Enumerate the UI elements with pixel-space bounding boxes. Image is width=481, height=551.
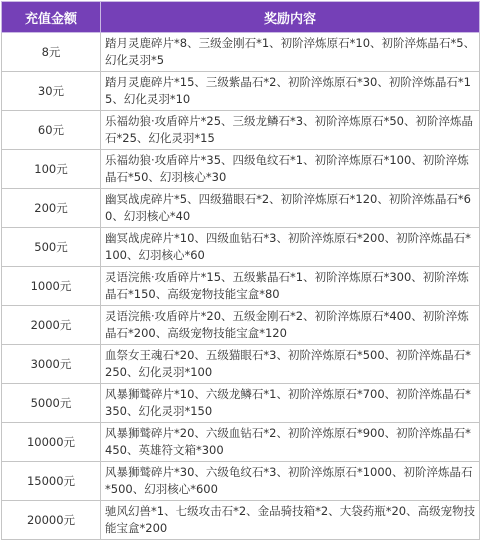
table-row <box>2 462 480 501</box>
row-amount: 200元 <box>2 189 101 228</box>
table-row <box>2 384 480 423</box>
row-content: 灵语浣熊·攻盾碎片*20、五级金刚石*2、初阶淬炼原石*400、初阶淬炼晶石*200、高级宠物技能宝盒*120 <box>101 306 480 345</box>
table-row <box>2 111 480 150</box>
table-row <box>2 267 480 306</box>
recharge-reward-table-container <box>0 1 481 551</box>
table-row <box>2 72 480 111</box>
row-content: 踏月灵鹿碎片*15、三级紫晶石*2、初阶淬炼原石*30、初阶淬炼晶石*15、幻化灵羽*10 <box>101 72 480 111</box>
table-row <box>2 306 480 345</box>
row-content: 乐福幼狼·攻盾碎片*35、四级龟纹石*1、初阶淬炼原石*100、初阶淬炼晶石*50、幻羽核心*30 <box>101 150 480 189</box>
row-amount: 15000元 <box>2 462 101 501</box>
row-content: 幽冥战虎碎片*5、四级猫眼石*2、初阶淬炼原石*120、初阶淬炼晶石*60、幻羽核心*40 <box>101 189 480 228</box>
table-row <box>2 228 480 267</box>
row-content: 幽冥战虎碎片*10、四级血钻石*3、初阶淬炼原石*200、初阶淬炼晶石*100、幻羽核心*60 <box>101 228 480 267</box>
table-header-row <box>2 2 480 33</box>
row-amount: 8元 <box>2 33 101 72</box>
row-content: 乐福幼狼·攻盾碎片*25、三级龙鳞石*3、初阶淬炼原石*50、初阶淬炼晶石*25、幻化灵羽*15 <box>101 111 480 150</box>
table-row <box>2 345 480 384</box>
table-row <box>2 423 480 462</box>
row-amount: 20000元 <box>2 501 101 540</box>
row-amount: 500元 <box>2 228 101 267</box>
recharge-reward-table <box>1 1 480 540</box>
row-content: 血祭女王魂石*20、五级猫眼石*3、初阶淬炼原石*500、初阶淬炼晶石*250、幻化灵羽*100 <box>101 345 480 384</box>
row-amount: 10000元 <box>2 423 101 462</box>
row-content: 灵语浣熊·攻盾碎片*15、五级紫晶石*1、初阶淬炼原石*300、初阶淬炼晶石*150、高级宠物技能宝盒*80 <box>101 267 480 306</box>
table-row <box>2 150 480 189</box>
row-content: 风暴狮鹫碎片*10、六级龙鳞石*1、初阶淬炼原石*700、初阶淬炼晶石*350、幻化灵羽*150 <box>101 384 480 423</box>
row-amount: 2000元 <box>2 306 101 345</box>
row-content: 驰风幻兽*1、七级攻击石*2、金品骑技箱*2、大袋药瓶*20、高级宠物技能宝盒*200 <box>101 501 480 540</box>
header-amount: 充值金额 <box>2 2 101 33</box>
table-row <box>2 501 480 540</box>
row-amount: 60元 <box>2 111 101 150</box>
row-content: 踏月灵鹿碎片*8、三级金刚石*1、初阶淬炼原石*10、初阶淬炼晶石*5、幻化灵羽*5 <box>101 33 480 72</box>
table-row <box>2 189 480 228</box>
row-amount: 5000元 <box>2 384 101 423</box>
table-row <box>2 33 480 72</box>
header-content: 奖励内容 <box>101 2 480 33</box>
row-amount: 3000元 <box>2 345 101 384</box>
row-amount: 100元 <box>2 150 101 189</box>
row-amount: 1000元 <box>2 267 101 306</box>
row-content: 风暴狮鹫碎片*30、六级龟纹石*3、初阶淬炼原石*1000、初阶淬炼晶石*500、幻羽核心*600 <box>101 462 480 501</box>
row-amount: 30元 <box>2 72 101 111</box>
row-content: 风暴狮鹫碎片*20、六级血钻石*2、初阶淬炼原石*900、初阶淬炼晶石*450、英雄符文箱*300 <box>101 423 480 462</box>
